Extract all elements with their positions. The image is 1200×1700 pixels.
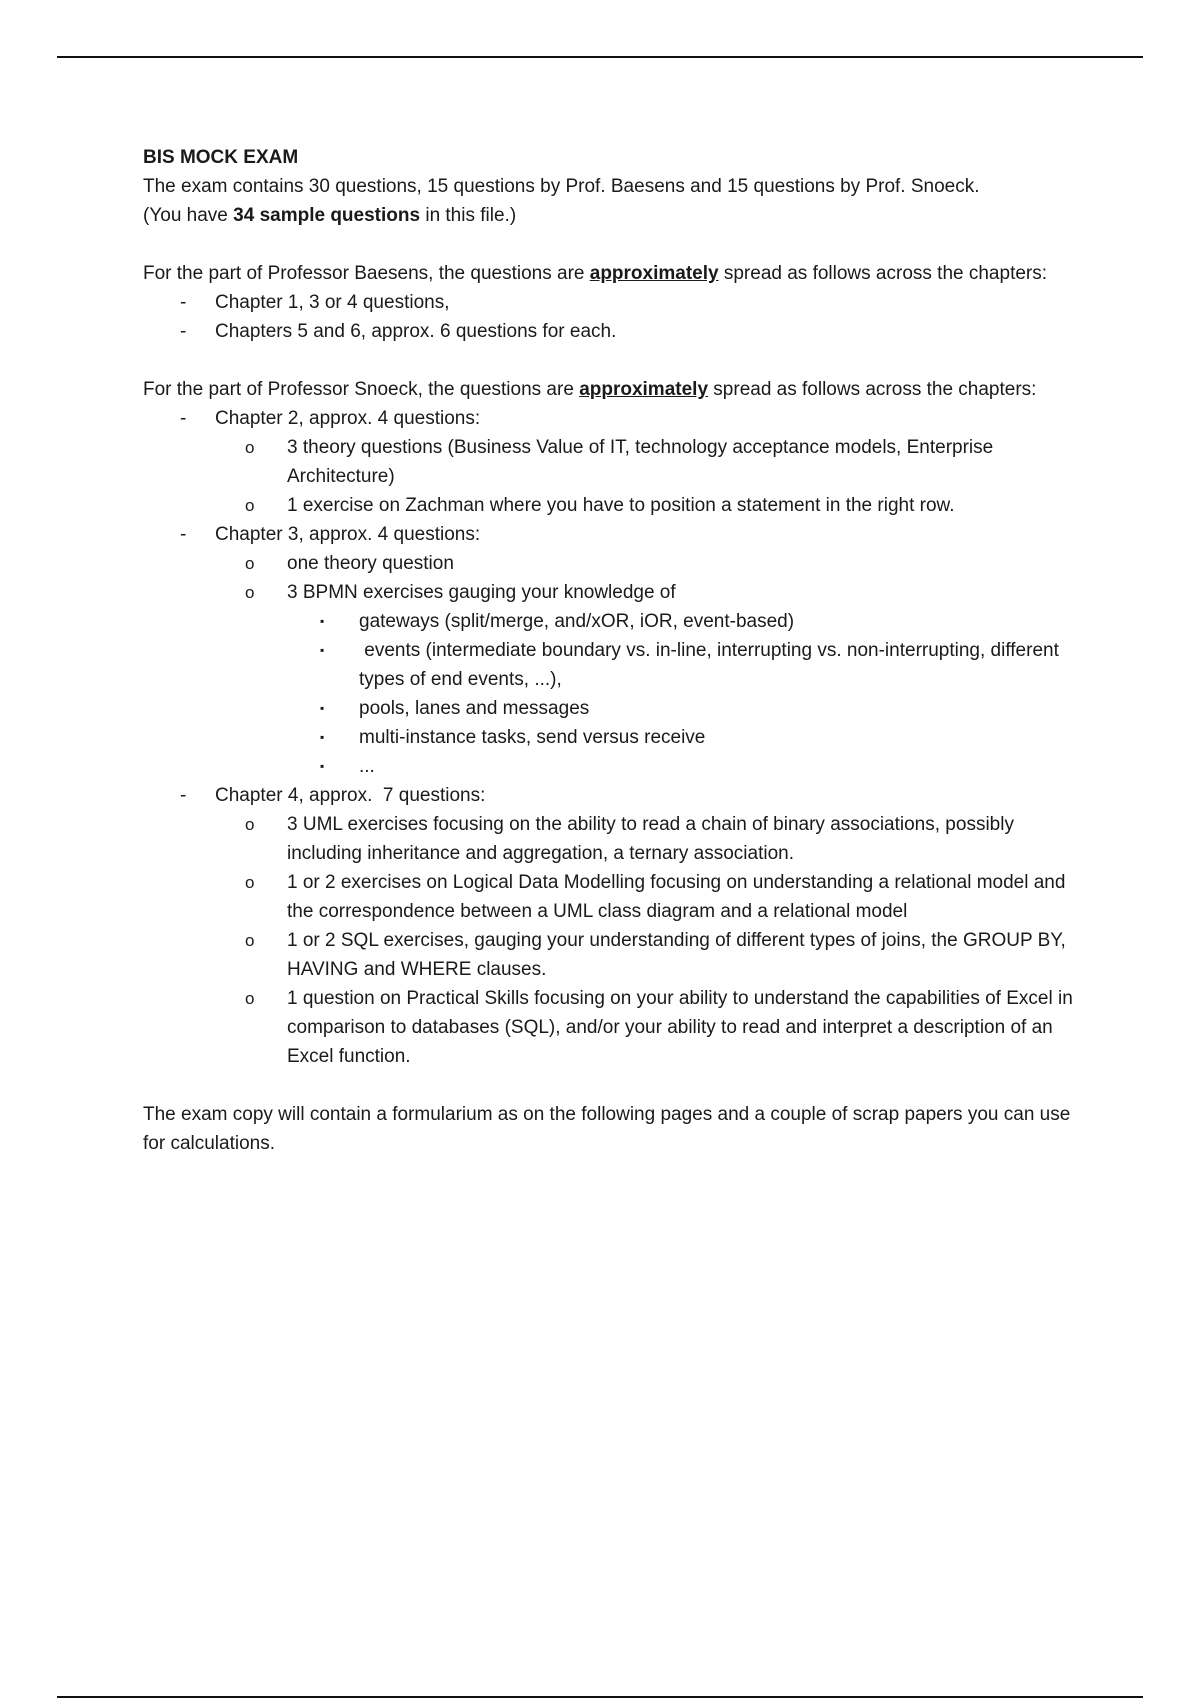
snoeck-chapter-list: [143, 404, 1093, 1071]
list-item: [215, 578, 1093, 781]
circle-bullet: o: [245, 989, 255, 1008]
document-title: BIS MOCK EXAM: [143, 147, 299, 168]
dash-bullet: -: [180, 321, 187, 342]
list-item: [215, 549, 1093, 578]
circle-bullet: o: [245, 438, 255, 457]
list-item: [215, 984, 1093, 1071]
chapter-2-items: [215, 433, 1093, 520]
circle-bullet: o: [245, 583, 255, 602]
bpmn-topic-3: pools, lanes and messages: [359, 698, 590, 719]
bpmn-topics: [287, 607, 1093, 781]
list-item: [215, 433, 1093, 491]
sample-questions-count: 34 sample questions: [233, 205, 421, 226]
chapter-4-item-1: 3 UML exercises focusing on the ability to read a chain of binary associations, possibly including inheritance and aggregation, a ternary association.: [287, 814, 1014, 864]
chapter-4-label: Chapter 4, approx. 7 questions:: [215, 785, 486, 806]
bottom-rule: [57, 1696, 1143, 1698]
list-item: [143, 520, 1093, 781]
dash-bullet: -: [180, 785, 187, 806]
square-bullet: ▪: [320, 759, 325, 773]
baesens-chapter-list: [143, 288, 1093, 346]
list-item: [287, 607, 1093, 636]
snoeck-approximately: approximately: [579, 379, 709, 400]
chapter-4-item-4: 1 question on Practical Skills focusing on your ability to understand the capabilities of Excel in comparison to databases (SQL), and/or your ability to read and interpret a description of an Excel function.: [287, 988, 1073, 1067]
document-body: [143, 143, 1093, 1158]
snoeck-intro: [143, 375, 1093, 404]
chapter-3-items: [215, 549, 1093, 781]
bpmn-topic-4: multi-instance tasks, send versus receive: [359, 727, 706, 748]
list-item: [143, 288, 1093, 317]
list-item: [143, 317, 1093, 346]
list-item: [215, 868, 1093, 926]
top-rule: [57, 56, 1143, 58]
baesens-item-2: Chapters 5 and 6, approx. 6 questions for each.: [215, 321, 617, 342]
bpmn-topic-5: ...: [359, 756, 375, 777]
circle-bullet: o: [245, 496, 255, 515]
chapter-3-label: Chapter 3, approx. 4 questions:: [215, 524, 481, 545]
chapter-4-item-2: 1 or 2 exercises on Logical Data Modelling focusing on understanding a relational model and the correspondence between a UML class diagram and a relational model: [287, 872, 1066, 922]
baesens-intro-post: spread as follows across the chapters:: [718, 263, 1048, 284]
list-item: [287, 694, 1093, 723]
snoeck-intro-pre: For the part of Professor Snoeck, the questions are: [143, 379, 580, 400]
list-item: [215, 810, 1093, 868]
circle-bullet: o: [245, 873, 255, 892]
bpmn-topic-2: events (intermediate boundary vs. in-line, interrupting vs. non-interrupting, different types of end events, ...),: [359, 640, 1065, 690]
intro-line-1: The exam contains 30 questions, 15 questions by Prof. Baesens and 15 questions by Prof. Snoeck.: [143, 176, 980, 197]
list-item: [215, 491, 1093, 520]
intro-line-2-pre: (You have: [143, 205, 234, 226]
chapter-3-item-1: one theory question: [287, 553, 454, 574]
dash-bullet: -: [180, 524, 187, 545]
square-bullet: ▪: [320, 643, 325, 657]
baesens-intro-pre: For the part of Professor Baesens, the questions are: [143, 263, 590, 284]
dash-bullet: -: [180, 292, 187, 313]
chapter-3-item-2: 3 BPMN exercises gauging your knowledge of: [287, 582, 676, 603]
list-item: [287, 723, 1093, 752]
square-bullet: ▪: [320, 614, 325, 628]
chapter-2-label: Chapter 2, approx. 4 questions:: [215, 408, 481, 429]
chapter-4-item-3: 1 or 2 SQL exercises, gauging your understanding of different types of joins, the GROUP BY, HAVING and WHERE clauses.: [287, 930, 1066, 980]
square-bullet: ▪: [320, 730, 325, 744]
intro-line-2-post: in this file.): [420, 205, 517, 226]
circle-bullet: o: [245, 931, 255, 950]
list-item: [287, 636, 1093, 694]
chapter-2-item-1: 3 theory questions (Business Value of IT, technology acceptance models, Enterprise Architecture): [287, 437, 994, 487]
chapter-2-item-2: 1 exercise on Zachman where you have to position a statement in the right row.: [287, 495, 955, 516]
circle-bullet: o: [245, 554, 255, 573]
list-item: [143, 781, 1093, 1071]
chapter-4-items: [215, 810, 1093, 1071]
dash-bullet: -: [180, 408, 187, 429]
square-bullet: ▪: [320, 701, 325, 715]
bpmn-topic-1: gateways (split/merge, and/xOR, iOR, event-based): [359, 611, 795, 632]
circle-bullet: o: [245, 815, 255, 834]
baesens-approximately: approximately: [589, 263, 719, 284]
snoeck-intro-post: spread as follows across the chapters:: [708, 379, 1037, 400]
baesens-intro: [143, 259, 1093, 288]
intro-line-2: [143, 201, 1093, 230]
list-item: [215, 926, 1093, 984]
list-item: [143, 404, 1093, 520]
list-item: [287, 752, 1093, 781]
closing-paragraph: The exam copy will contain a formularium as on the following pages and a couple of scrap papers you can use for calculations.: [143, 1104, 1071, 1154]
baesens-item-1: Chapter 1, 3 or 4 questions,: [215, 292, 450, 313]
